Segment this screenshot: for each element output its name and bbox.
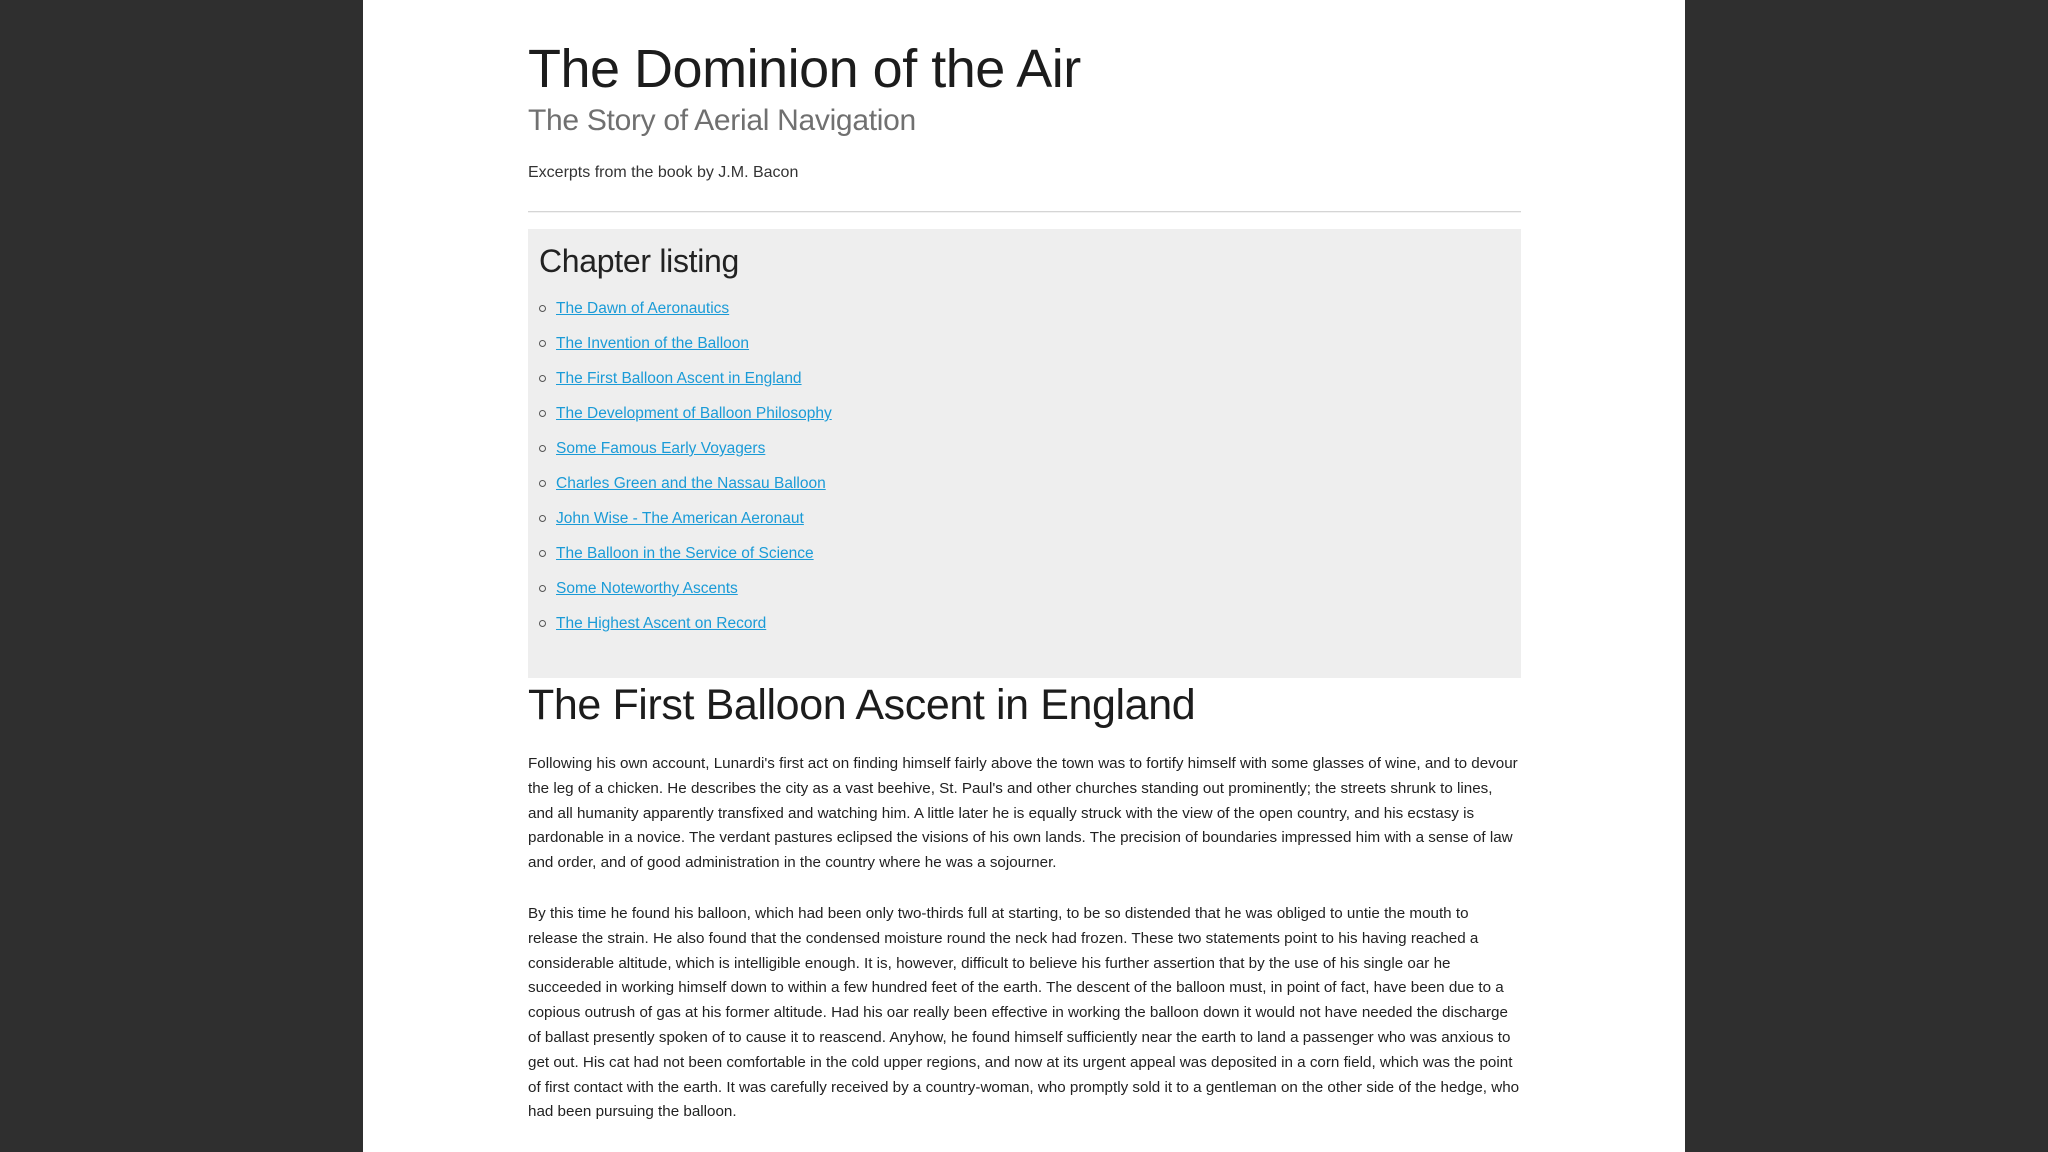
- bullet-icon: [539, 445, 546, 452]
- article-paragraph: Following his own account, Lunardi's first act on finding himself fairly above the town was to fortify himself with some glasses of wine, and to devour the leg of a chicken. He describes the city as a vast beehive, St. Paul's and other churches standing out prominently; the streets shrunk to lines, and all humanity apparently transfixed and watching him. A little later he is equally struck with the view of the open country, and his ecstasy is pardonable in a novice. The verdant pastures eclipsed the visions of his own lands. The precision of boundaries impressed him with a sense of law and order, and of good administration in the country where he was a sojourner.: [528, 755, 1518, 872]
- bullet-icon: [539, 620, 546, 627]
- chapter-list-item: [539, 544, 832, 579]
- chapter-listing-box: [528, 229, 1521, 678]
- byline: Excerpts from the book by J.M. Bacon: [528, 164, 799, 181]
- chapter-list: [539, 299, 832, 649]
- chapter-link-john-wise[interactable]: John Wise - The American Aeronaut: [556, 510, 804, 527]
- bullet-icon: [539, 480, 546, 487]
- chapter-list-item: [539, 299, 832, 334]
- chapter-list-item: [539, 439, 832, 474]
- article-title: The First Balloon Ascent in England: [528, 681, 1196, 729]
- chapter-list-item: [539, 334, 832, 369]
- bullet-icon: [539, 410, 546, 417]
- chapter-link-highest-ascent[interactable]: The Highest Ascent on Record: [556, 615, 767, 632]
- bullet-icon: [539, 340, 546, 347]
- article-paragraph: By this time he found his balloon, which had been only two-thirds full at starting, to be so distended that he was obliged to untie the mouth to release the strain. He also found that the condensed moisture round the neck had frozen. These two statements point to his having reached a considerable altitude, which is intelligible enough. It is, however, difficult to believe his further assertion that by the use of his single oar he succeeded in working himself down to within a few hundred feet of the earth. The descent of the balloon must, in point of fact, have been due to a copious outrush of gas at his former altitude. Had his oar really been effective in working the balloon down it would not have needed the discharge of ballast presently spoken of to cause it to reascend. Anyhow, he found himself sufficiently near the earth to land a passenger who was anxious to get out. His cat had not been comfortable in the cold upper regions, and now at its urgent appeal was deposited in a corn field, which was the point of first contact with the earth. It was carefully received by a country-woman, who promptly sold it to a gentleman on the other side of the hedge, who had been pursuing the balloon.: [528, 905, 1520, 1121]
- chapter-link-balloon-science[interactable]: The Balloon in the Service of Science: [556, 545, 814, 562]
- chapter-listing-heading: Chapter listing: [539, 243, 740, 279]
- chapter-list-item: [539, 369, 832, 404]
- chapter-list-item: [539, 404, 832, 439]
- chapter-link-noteworthy-ascents[interactable]: Some Noteworthy Ascents: [556, 580, 738, 597]
- bullet-icon: [539, 585, 546, 592]
- site-title: The Dominion of the Air: [528, 39, 1081, 99]
- chapter-list-item: [539, 614, 832, 649]
- bullet-icon: [539, 515, 546, 522]
- chapter-link-dawn-of-aeronautics[interactable]: The Dawn of Aeronautics: [556, 300, 730, 317]
- bullet-icon: [539, 305, 546, 312]
- chapter-list-item: [539, 579, 832, 614]
- chapter-link-charles-green[interactable]: Charles Green and the Nassau Balloon: [556, 475, 826, 492]
- chapter-link-invention-of-balloon[interactable]: The Invention of the Balloon: [556, 335, 750, 352]
- page: [363, 0, 1685, 1152]
- chapter-link-first-balloon-ascent[interactable]: The First Balloon Ascent in England: [556, 370, 802, 387]
- header-divider: [528, 211, 1521, 213]
- chapter-list-item: [539, 474, 832, 509]
- bullet-icon: [539, 550, 546, 557]
- bullet-icon: [539, 375, 546, 382]
- chapter-link-balloon-philosophy[interactable]: The Development of Balloon Philosophy: [556, 405, 832, 422]
- chapter-link-famous-early-voyagers[interactable]: Some Famous Early Voyagers: [556, 440, 766, 457]
- site-subtitle: The Story of Aerial Navigation: [528, 104, 916, 137]
- chapter-list-item: [539, 509, 832, 544]
